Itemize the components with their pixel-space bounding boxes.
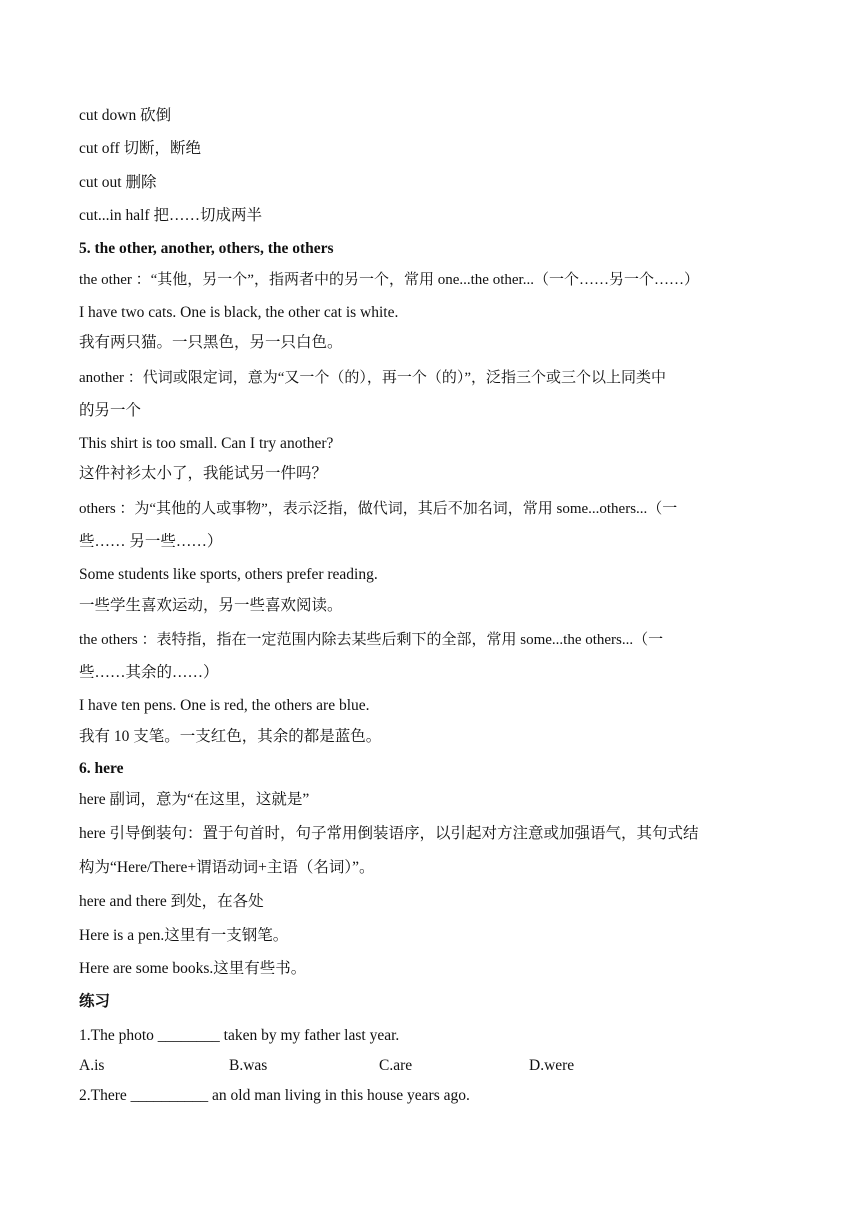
option-b: B.was xyxy=(229,1057,268,1074)
question-2: 2.There __________ an old man living in this house years ago. xyxy=(79,1087,470,1104)
option-c: C.are xyxy=(379,1057,413,1074)
example-sentence: I have ten pens. One is red, the others are blue. xyxy=(79,697,370,714)
text-line: 构为“Here/There+谓语动词+主语（名词）”。 xyxy=(79,859,375,876)
question-1: 1.The photo ________ taken by my father last year. xyxy=(79,1027,400,1044)
text-line: 些……其余的……） xyxy=(79,664,219,681)
text-line: here 副词，意为“在这里，这就是” xyxy=(79,791,310,808)
option-a: A.is xyxy=(79,1057,105,1074)
text-line: 的另一个 xyxy=(79,402,142,419)
text-line: the others ：表特指，指在一定范围内除去某些后剩下的全部，常用 some...the others...（一 xyxy=(79,632,664,648)
text-line: cut out 删除 xyxy=(79,174,157,191)
text-line: another ：代词或限定词，意为“又一个（的），再一个（的）”，泛指三个或三个以上同类中 xyxy=(79,370,667,386)
text-line: 些…… 另一些……） xyxy=(79,533,223,550)
example-sentence: This shirt is too small. Can I try another? xyxy=(79,435,334,452)
translation: 一些学生喜欢运动，另一些喜欢阅读。 xyxy=(79,597,343,614)
translation: 我有两只猫。一只黑色，另一只白色。 xyxy=(79,334,343,351)
text-line: cut...in half 把……切成两半 xyxy=(79,207,262,224)
text-line: cut off 切断，断绝 xyxy=(79,140,201,157)
text-line: here 引导倒装句：置于句首时，句子常用倒装语序，以引起对方注意或加强语气，其句式结 xyxy=(79,825,699,842)
section-heading: 5. the other, another, others, the others xyxy=(79,240,334,257)
text-line: the other ：“其他，另一个”，指两者中的另一个，常用 one...the other...（一个……另一个……） xyxy=(79,272,699,288)
text-line: here and there 到处，在各处 xyxy=(79,893,264,910)
text-line: Here are some books.这里有些书。 xyxy=(79,960,307,977)
section-heading: 6. here xyxy=(79,760,124,777)
text-line: others ：为“其他的人或事物”，表示泛指，做代词，其后不加名词，常用 some...others...（一 xyxy=(79,501,678,517)
text-line: cut down 砍倒 xyxy=(79,107,172,124)
practice-heading: 练习 xyxy=(79,993,111,1010)
example-sentence: I have two cats. One is black, the other cat is white. xyxy=(79,304,399,321)
translation: 我有 10 支笔。一支红色，其余的都是蓝色。 xyxy=(79,728,382,745)
translation: 这件衬衫太小了，我能试另一件吗？ xyxy=(79,465,328,482)
option-d: D.were xyxy=(529,1057,575,1074)
example-sentence: Some students like sports, others prefer reading. xyxy=(79,566,378,583)
text-line: Here is a pen.这里有一支钢笔。 xyxy=(79,927,289,944)
